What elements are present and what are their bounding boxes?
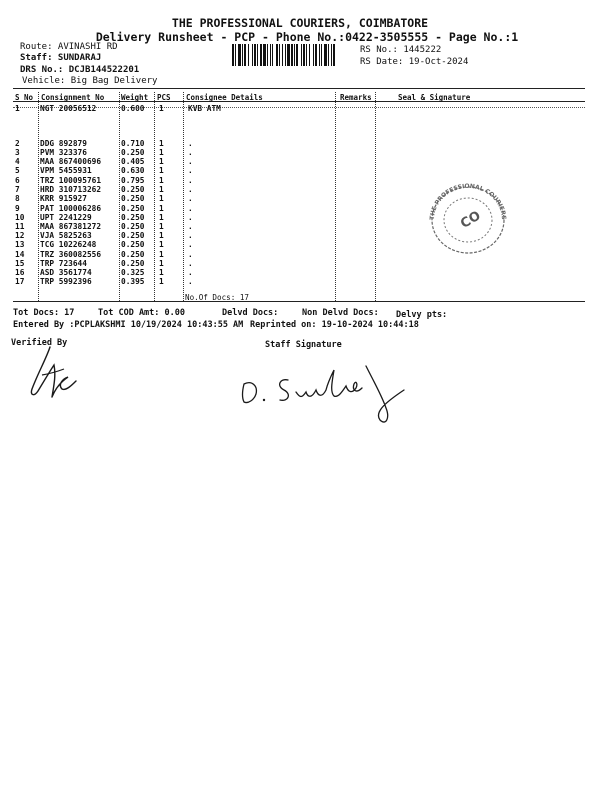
row-weight: 0.600 [121,104,145,113]
drs-number: DRS No.: DCJB144522201 [20,65,140,75]
row-consignment-no: PVM 323376 [40,148,87,157]
row-consignment-no: KRR 915927 [40,194,87,203]
barcode-icon [232,44,354,66]
row-weight: 0.250 [121,213,145,222]
row-consignee-details: . [188,268,193,277]
row-consignment-no: TRP 723644 [40,259,87,268]
row-sno: 8 [15,194,20,203]
row-consignee-details: . [188,222,193,231]
row-weight: 0.250 [121,148,145,157]
row-weight: 0.250 [121,231,145,240]
row-weight: 0.250 [121,185,145,194]
row-consignee-details: . [188,176,193,185]
row-sno: 17 [15,277,25,286]
row-consignment-no: VPM 5455931 [40,166,92,175]
verifier-signature-icon [28,345,86,405]
row-weight: 0.250 [121,259,145,268]
row-sno: 12 [15,231,25,240]
header-consignee: Consignee Details [186,93,263,102]
delvd-docs: Delvd Docs: [222,308,279,318]
row-pcs: 1 [159,194,164,203]
row-sno: 16 [15,268,25,277]
row-consignee-details: . [188,231,193,240]
row-consignment-no: UPT 2241229 [40,213,92,222]
staff-text: Staff: SUNDARAJ [20,53,102,63]
row-pcs: 1 [159,176,164,185]
row-pcs: 1 [159,222,164,231]
row-weight: 0.325 [121,268,145,277]
row-sno: 10 [15,213,25,222]
row-consignee-details: . [188,277,193,286]
row-weight: 0.250 [121,250,145,259]
row-sno: 15 [15,259,25,268]
no-of-docs: No.Of Docs: 17 [185,293,250,302]
reprinted-on: Reprinted on: 19-10-2024 10:44:18 [250,320,419,330]
row-sno: 1 [15,104,20,113]
staff-signature-label: Staff Signature [265,340,342,350]
row-pcs: 1 [159,104,164,113]
vehicle-text: Vehicle: Big Bag Delivery [22,76,158,86]
row-consignment-no: TRZ 360082556 [40,250,102,259]
row-sno: 14 [15,250,25,259]
row-consignee-details: . [188,204,193,213]
row-sno: 3 [15,148,20,157]
row-sno: 9 [15,204,20,213]
row-pcs: 1 [159,204,164,213]
row-weight: 0.630 [121,166,145,175]
svg-text:CO: CO [458,208,484,232]
delvy-pts: Delvy pts: [396,310,448,320]
non-delvd-docs: Non Delvd Docs: [302,308,379,318]
rs-number: RS No.: 1445222 [360,45,442,55]
row-sno: 5 [15,166,20,175]
route-text: Route: AVINASHI RD [20,42,118,52]
row-consignment-no: TCG 10226248 [40,240,97,249]
row-consignee-details: . [188,139,193,148]
row-weight: 0.395 [121,277,145,286]
row-pcs: 1 [159,185,164,194]
runsheet-subtitle: Delivery Runsheet - PCP - Phone No.:0422-3505555 - Page No.:1 [95,30,519,44]
row-consignment-no: VJA 5825263 [40,231,92,240]
row-consignee-details: . [188,148,193,157]
row-sno: 4 [15,157,20,166]
header-remarks: Remarks [340,93,372,102]
header-pcs: PCS [157,93,171,102]
header-consignment: Consignment No [41,93,105,102]
row-consignment-no: PAT 100006286 [40,204,102,213]
entered-by: Entered By :PCPLAKSHMI 10/19/2024 10:43:55 AM [13,320,244,330]
row-pcs: 1 [159,268,164,277]
row-pcs: 1 [159,231,164,240]
row-consignment-no: MAA 867400696 [40,157,102,166]
row-weight: 0.250 [121,240,145,249]
row-consignee-details: . [188,185,193,194]
tot-cod-amt: Tot COD Amt: 0.00 [98,308,185,318]
row-consignee-details: . [188,213,193,222]
row-sno: 6 [15,176,20,185]
row-pcs: 1 [159,148,164,157]
row-pcs: 1 [159,250,164,259]
row-consignee-details: . [188,194,193,203]
row-consignment-no: DDG 892879 [40,139,87,148]
row-pcs: 1 [159,240,164,249]
row-consignment-no: HRD 310713262 [40,185,102,194]
header-weight: Weight [121,93,149,102]
row-sno: 2 [15,139,20,148]
row-pcs: 1 [159,213,164,222]
row-consignee-details: . [188,250,193,259]
svg-text:THE PROFESSIONAL COURIERS: THE PROFESSIONAL COURIERS [428,182,508,221]
row-pcs: 1 [159,157,164,166]
row-weight: 0.250 [121,222,145,231]
row-consignee-details: . [188,157,193,166]
row-consignment-no: TRZ 100095761 [40,176,102,185]
row-weight: 0.710 [121,139,145,148]
row-pcs: 1 [159,139,164,148]
row-consignee-details: . [188,259,193,268]
verified-by-label: Verified By [11,338,68,348]
company-seal-icon [420,176,516,258]
row-consignee-details: KVB ATM [188,104,221,113]
row-consignment-no: ASD 3561774 [40,268,92,277]
row-pcs: 1 [159,166,164,175]
row-sno: 11 [15,222,25,231]
row-weight: 0.250 [121,204,145,213]
row-sno: 7 [15,185,20,194]
row-consignment-no: TRP 5992396 [40,277,92,286]
page-title: THE PROFESSIONAL COURIERS, COIMBATORE [171,16,429,30]
row-consignment-no: NGT 20056512 [40,104,97,113]
row-weight: 0.405 [121,157,145,166]
row-consignee-details: . [188,166,193,175]
row-consignment-no: MAA 867381272 [40,222,102,231]
row-weight: 0.795 [121,176,145,185]
header-sno: S No [15,93,34,102]
row-consignee-details: . [188,240,193,249]
row-pcs: 1 [159,277,164,286]
rs-date: RS Date: 19-Oct-2024 [360,57,469,67]
row-weight: 0.250 [121,194,145,203]
row-sno: 13 [15,240,25,249]
staff-signature-icon [236,362,426,432]
tot-docs: Tot Docs: 17 [13,308,75,318]
header-seal: Seal & Signature [398,93,471,102]
row-pcs: 1 [159,259,164,268]
